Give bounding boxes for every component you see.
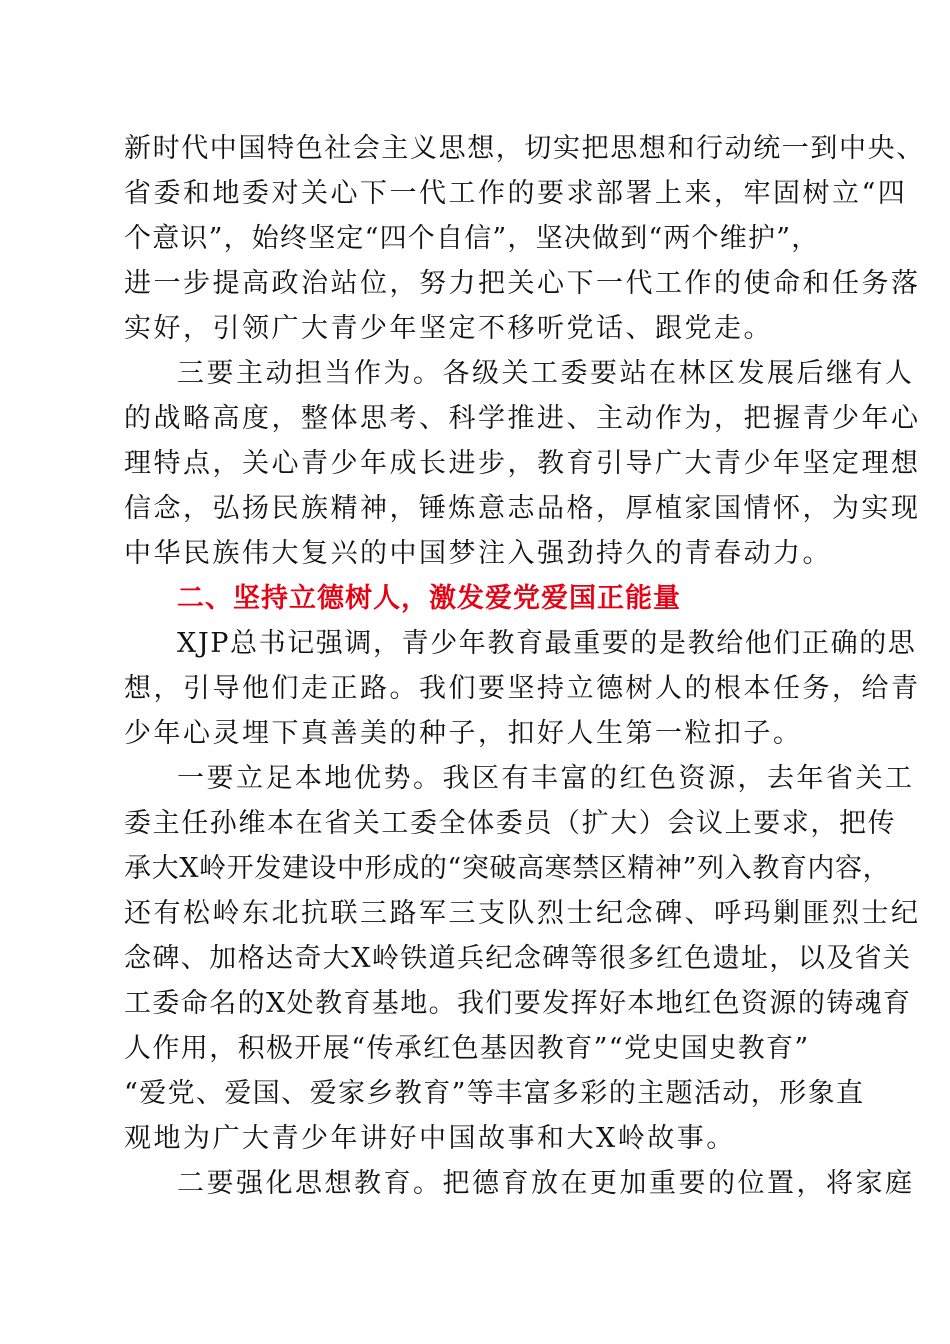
body-line: 进一步提高政治站位，努力把关心下一代工作的使命和任务落 [124,268,921,299]
body-line: 工委命名的X处教育基地。我们要发挥好本地红色资源的铸魂育 [124,988,912,1019]
paragraph-start-line: 三要主动担当作为。各级关工委要站在林区发展后继有人 [177,358,915,389]
body-line: 人作用，积极开展“传承红色基因教育”“党史国史教育” [124,1033,810,1064]
body-line: 省委和地委对关心下一代工作的要求部署上来，牢固树立“四 [124,178,908,209]
body-line: 理特点，关心青少年成长进步，教育引导广大青少年坚定理想 [124,448,921,479]
paragraph-start-line: 二要强化思想教育。把德育放在更加重要的位置，将家庭 [177,1168,915,1199]
body-line: 念碑、加格达奇大X岭铁道兵纪念碑等很多红色遗址，以及省关 [124,943,912,974]
body-line: 新时代中国特色社会主义思想，切实把思想和行动统一到中央、 [124,133,925,164]
body-line: 还有松岭东北抗联三路军三支队烈士纪念碑、呼玛剿匪烈士纪 [124,898,921,929]
body-line: 实好，引领广大青少年坚定不移听党话、跟党走。 [124,313,773,344]
section-heading: 二、坚持立德树人，激发爱党爱国正能量 [177,583,681,614]
body-line: “爱党、爱国、爱家乡教育”等丰富多彩的主题活动，形象直 [124,1078,865,1109]
paragraph-start-line: 一要立足本地优势。我区有丰富的红色资源，去年省关工 [177,763,915,794]
body-line: 个意识”，始终坚定“四个自信”，坚决做到“两个维护”， [124,223,820,254]
body-line: 委主任孙维本在省关工委全体委员（扩大）会议上要求，把传 [124,808,897,839]
body-line: 观地为广大青少年讲好中国故事和大X岭故事。 [124,1123,736,1154]
body-line: 想，引导他们走正路。我们要坚持立德树人的根本任务，给青 [124,673,921,704]
body-line: 信念，弘扬民族精神，锤炼意志品格，厚植家国情怀，为实现 [124,493,921,524]
body-line: 的战略高度，整体思考、科学推进、主动作为，把握青少年心 [124,403,921,434]
body-line: 承大X岭开发建设中形成的“突破高寒禁区精神”列入教育内容， [124,853,891,884]
body-line: 少年心灵埋下真善美的种子，扣好人生第一粒扣子。 [124,718,803,749]
body-line: 中华民族伟大复兴的中国梦注入强劲持久的青春动力。 [124,538,832,569]
paragraph-start-line: XJP总书记强调，青少年教育最重要的是教给他们正确的思 [177,628,917,659]
